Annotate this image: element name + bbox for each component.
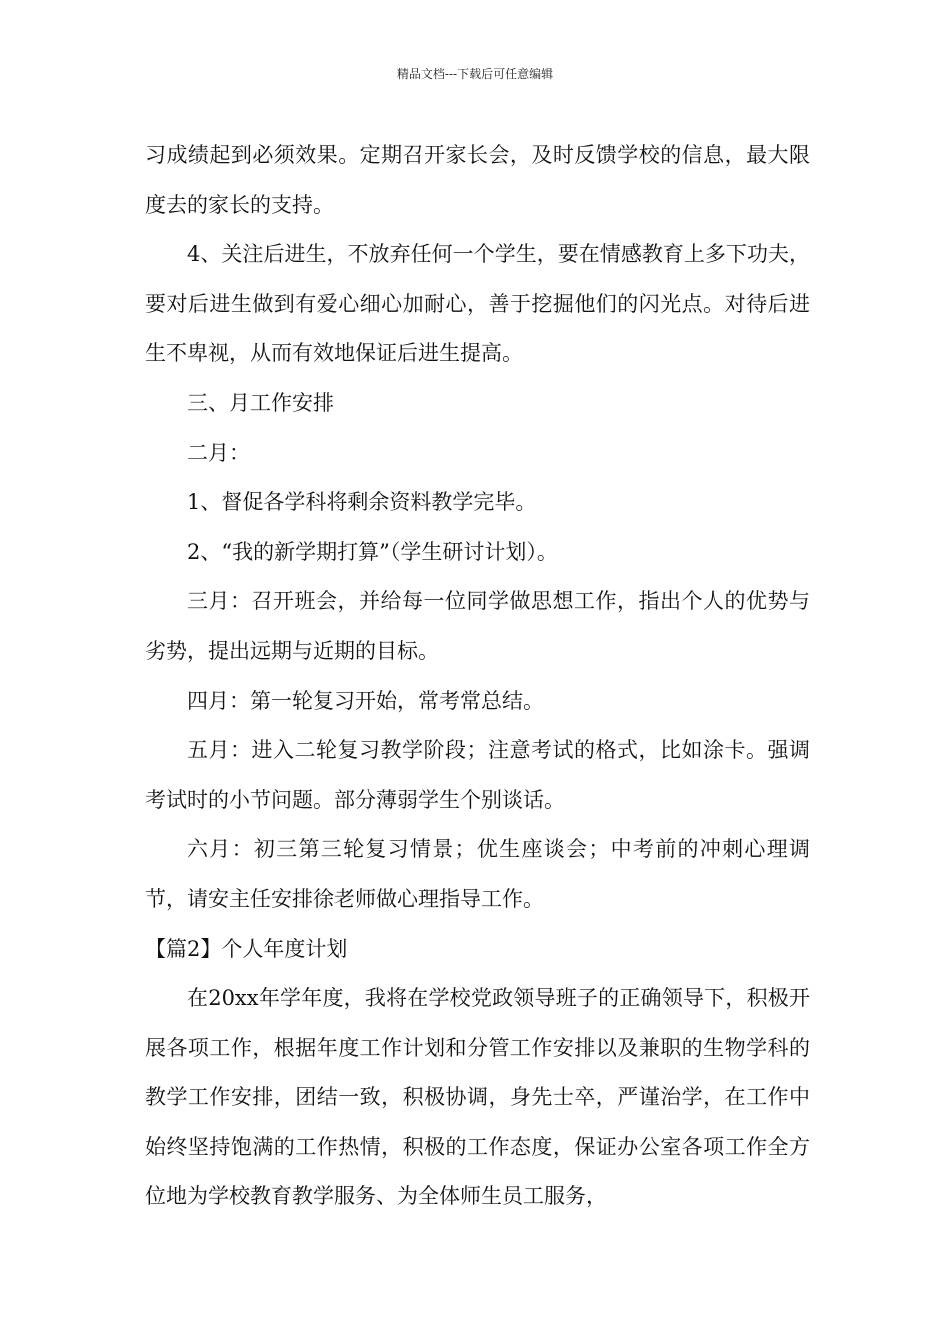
paragraph: 四月：第一轮复习开始，常考常总结。 <box>187 688 544 713</box>
article-heading: 【篇2】个人年度计划 <box>145 936 348 961</box>
paragraph: 1、督促各学科将剩余资料教学完毕。 <box>187 490 537 515</box>
paragraph: 2、“我的新学期打算”（学生研讨计划）。 <box>187 539 558 564</box>
document-body <box>145 131 810 1222</box>
paragraph: 在20xx年学年度，我将在学校党政领导班子的正确领导下，积极开展各项工作，根据年度工作计划和分管工作安排以及兼职的生物学科的教学工作安排，团结一致，积极协调，身先士卒，严谨治学，在工作中始终坚持饱满的工作热情，积极的工作态度，保证办公室各项工作全方位地为学校教育教学服务、为全体师生员工服务， <box>145 986 810 1209</box>
paragraph: 六月：初三第三轮复习情景；优生座谈会；中考前的冲刺心理调节，请安主任安排徐老师做心理指导工作。 <box>145 837 810 911</box>
page-header: 精品文档---下载后可任意编辑 <box>396 67 554 81</box>
paragraph: 4、关注后进生，不放弃任何一个学生，要在情感教育上多下功夫，要对后进生做到有爱心细心加耐心，善于挖掘他们的闪光点。对待后进生不卑视，从而有效地保证后进生提高。 <box>145 242 810 366</box>
paragraph: 习成绩起到必须效果。定期召开家长会，及时反馈学校的信息，最大限度去的家长的支持。 <box>145 143 810 217</box>
paragraph: 五月：进入二轮复习教学阶段；注意考试的格式，比如涂卡。强调考试时的小节问题。部分薄弱学生个别谈话。 <box>145 738 810 812</box>
section-heading: 三、月工作安排 <box>187 390 334 415</box>
paragraph: 二月： <box>187 440 250 465</box>
paragraph: 三月：召开班会，并给每一位同学做思想工作，指出个人的优势与劣势，提出远期与近期的目标。 <box>145 589 810 663</box>
